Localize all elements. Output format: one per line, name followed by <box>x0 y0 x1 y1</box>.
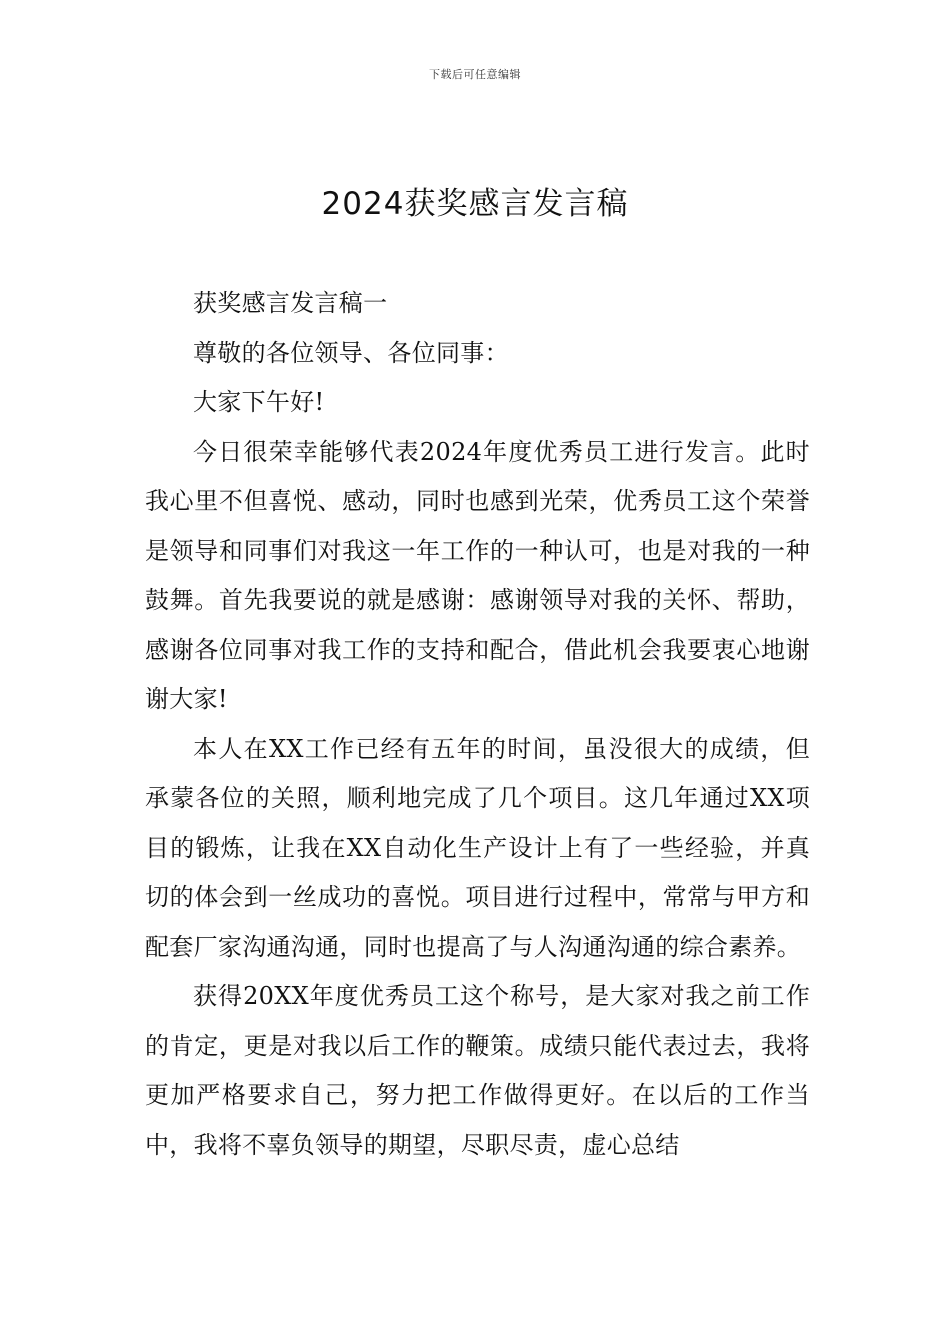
paragraph-greeting: 大家下午好! <box>193 388 325 416</box>
document-body <box>145 279 810 1170</box>
paragraph-subtitle: 获奖感言发言稿一 <box>193 289 388 317</box>
paragraph-salutation: 尊敬的各位领导、各位同事： <box>193 338 509 367</box>
paragraph-body-2: 本人在XX工作已经有五年的时间，虽没很大的成绩，但承蒙各位的关照，顺利地完成了几个项目。这几年通过XX项目的锻炼，让我在XX自动化生产设计上有了一些经验，并真切的体会到一丝成功的喜悦。项目进行过程中，常常与甲方和配套厂家沟通沟通，同时也提高了与人沟通沟通的综合素养。 <box>145 734 810 961</box>
header-note: 下载后可任意编辑 <box>429 68 521 81</box>
paragraph-body-3: 获得20XX年度优秀员工这个称号，是大家对我之前工作的肯定，更是对我以后工作的鞭策。成绩只能代表过去，我将更加严格要求自己，努力把工作做得更好。在以后的工作当中，我将不辜负领导的期望，尽职尽责，虚心总结 <box>145 982 810 1159</box>
paragraph-body-1: 今日很荣幸能够代表2024年度优秀员工进行发言。此时我心里不但喜悦、感动，同时也感到光荣，优秀员工这个荣誉是领导和同事们对我这一年工作的一种认可，也是对我的一种鼓舞。首先我要说的就是感谢：感谢领导对我的关怀、帮助，感谢各位同事对我工作的支持和配合，借此机会我要衷心地谢谢大家! <box>145 437 810 713</box>
document-title: 2024获奖感言发言稿 <box>321 186 629 222</box>
